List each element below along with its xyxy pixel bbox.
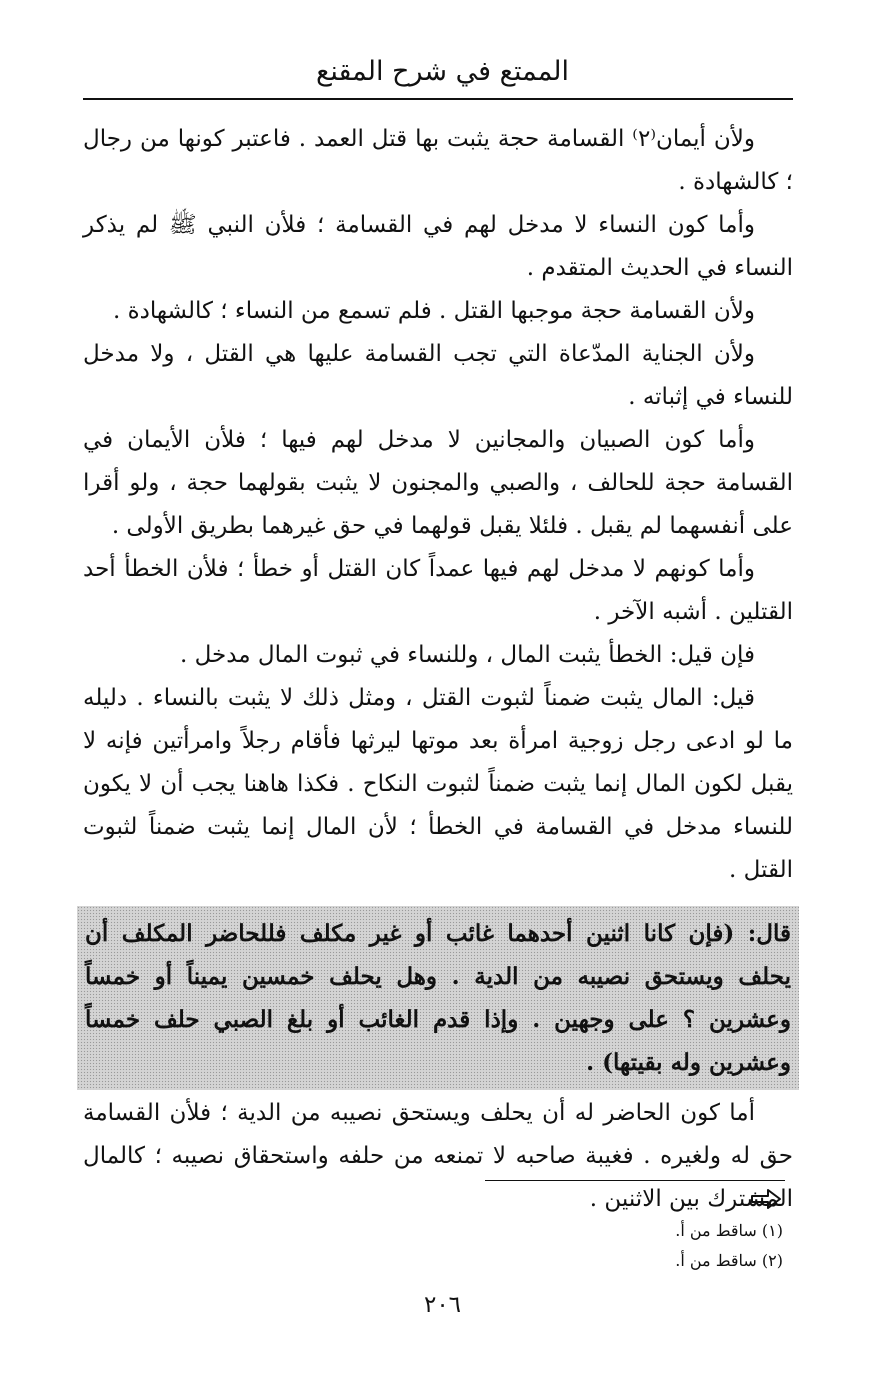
page-number: ٢٠٦ (423, 1292, 462, 1318)
footnotes (383, 1216, 783, 1276)
paragraph: ولأن القسامة حجة موجبها القتل . فلم تسمع من النساء ؛ كالشهادة . (112, 298, 755, 324)
paragraph: فإن قيل: الخطأ يثبت المال ، وللنساء في ثبوت المال مدخل . (179, 642, 755, 668)
running-header-title: الممتع في شرح المقنع (315, 56, 570, 87)
footnote: (١) ساقط من أ. (675, 1221, 783, 1240)
paragraph: وأما كونهم لا مدخل لهم فيها عمداً كان القتل أو خطأ ؛ فلأن الخطأ أحد القتلين . أشبه الآخر . (83, 556, 793, 625)
quoted-matn-block (77, 906, 799, 1090)
footnote-rule (485, 1180, 785, 1181)
paragraph: وأما كون الصبيان والمجانين لا مدخل لهم فيها ؛ فلأن الأيمان في القسامة حجة للحالف ، والصبي والمجنون لا يثبت بقولهما حجة ، ولو أقرا على أنفسهما لم يقبل . فلئلا يقبل قولهما في حق غيرهما بطريق الأولى . (83, 427, 793, 539)
main-text (83, 118, 793, 1221)
header-rule (83, 98, 793, 100)
paragraph: قيل: المال يثبت ضمناً لثبوت القتل ، ومثل ذلك لا يثبت بالنساء . دليله ما لو ادعى رجل زوجية امرأة بعد موتها ليرثها فأقام رجلاً وامرأتين فإنه لا يقبل لكون المال إنما يثبت ضمناً لثبوت النكاح . فكذا هاهنا يجب أن لا يكون للنساء مدخل في القسامة في الخطأ ؛ لأن المال إنما يثبت ضمناً لثبوت القتل . (83, 685, 793, 883)
quoted-matn-text: قال: (فإن كانا اثنين أحدهما غائب أو غير مكلف فللحاضر المكلف أن يحلف ويستحق نصيبه من الدية . وهل يحلف خمسين يميناً أو خمساً وعشرين ؟ على وجهين . وإذا قدم الغائب أو بلغ الصبي حلف خمساً وعشرين وله بقيتها) . (85, 920, 791, 1076)
paragraph: ولأن الجناية المدّعاة التي تجب القسامة عليها هي القتل ، ولا مدخل للنساء في إثباته . (83, 341, 793, 410)
paragraph: وأما كون النساء لا مدخل لهم في القسامة ؛ فلأن النبي ﷺ لم يذكر النساء في الحديث المتقدم . (83, 212, 793, 281)
paragraph: أما كون الحاضر له أن يحلف ويستحق نصيبه من الدية ؛ فلأن القسامة حق له ولغيره . فغيبة صاحبه لا تمنعه من حلفه واستحقاق نصيبه ؛ كالمال المشترك بين الاثنين . (83, 1100, 793, 1212)
right-arrow-icon (750, 1188, 782, 1210)
paragraph: ولأن أيمان⁽٢⁾ القسامة حجة يثبت بها قتل العمد . فاعتبر كونها من رجال ؛ كالشهادة . (83, 126, 793, 195)
footnote: (٢) ساقط من أ. (675, 1251, 783, 1270)
